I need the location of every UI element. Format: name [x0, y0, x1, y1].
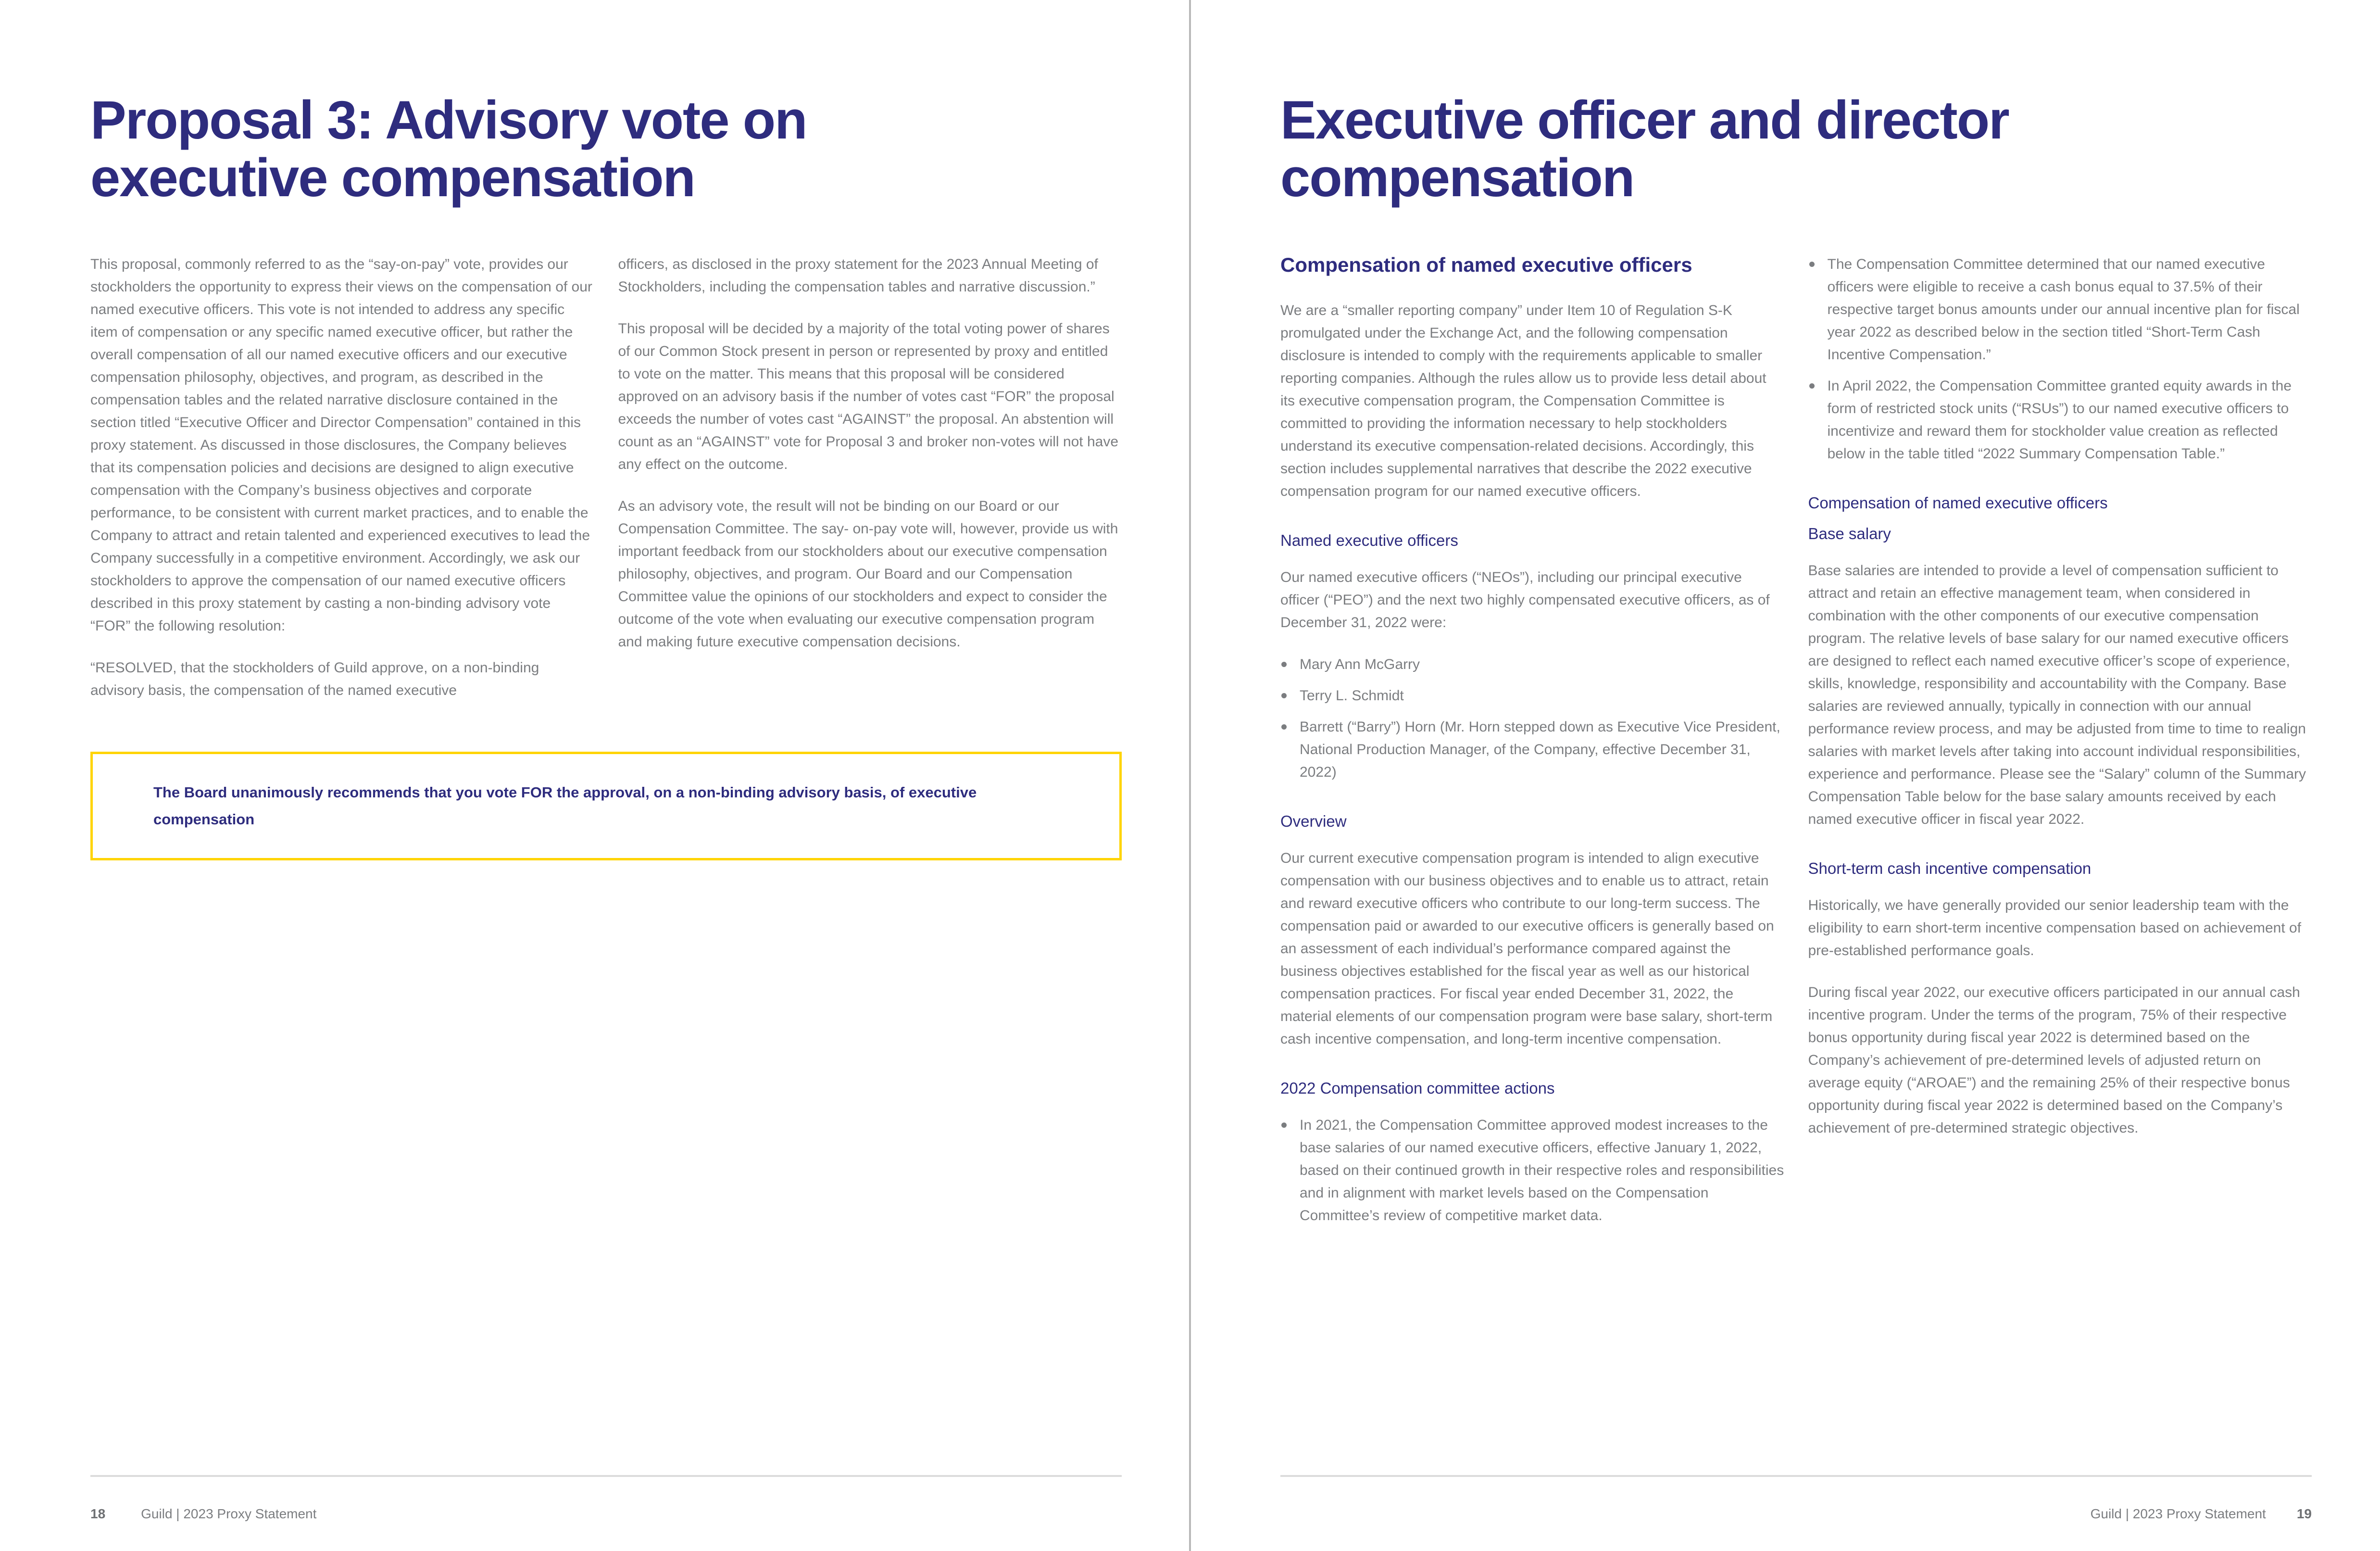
footer-brand: Guild | 2023 Proxy Statement	[141, 1506, 317, 1521]
body-paragraph: We are a “smaller reporting company” under Item 10 of Regulation S-K promulgated under the Exchange Act, and the following compensation disclosure is intended to comply with the requirements applicable to smaller reporting companies. Although the rules allow us to provide less detail about its executive compensation program, the Compensation Committee is committed to providing the information necessary to help stockholders understand its executive compensation-related decisions. Accordingly, this section includes supplemental narratives that describe the 2022 executive compensation program for our named executive officers.	[1280, 303, 1766, 500]
page-number: 18	[90, 1506, 106, 1521]
committee-actions-list	[1280, 1114, 1784, 1227]
page-footer	[90, 1475, 1122, 1551]
bullet-dot	[1808, 375, 1828, 465]
neo-name: Terry L. Schmidt	[1300, 688, 1404, 704]
committee-actions-list-continued	[1808, 253, 2312, 465]
committee-action-text: In 2021, the Compensation Committee approved modest increases to the base salaries of our named executive officers, effective January 1, 2022, based on their continued growth in their respective roles and responsibilities and in alignment with market levels based on the Compensation Committee’s review of competitive market data.	[1300, 1117, 1784, 1224]
page-title-line: Executive officer and director	[1280, 90, 2009, 150]
list-item	[1280, 653, 1784, 676]
left-column	[90, 253, 594, 721]
two-column-body	[90, 253, 1122, 721]
bullet-dot	[1280, 1114, 1300, 1227]
list-item	[1280, 684, 1784, 707]
body-paragraph: This proposal will be decided by a majority of the total voting power of shares of our Common Stock present in person or represented by proxy and entitled to vote on the matter. This means that this proposal will be considered approved on an advisory basis if the number of votes cast “FOR” the proposal exceeds the number of votes cast “AGAINST” the proposal. An abstention will count as an “AGAINST” vote for Proposal 3 and broker non-votes will not have any effect on the outcome.	[618, 320, 1119, 472]
right-column	[618, 253, 1122, 721]
subhead-base-salary: Base salary	[1808, 524, 1891, 542]
body-paragraph: officers, as disclosed in the proxy statement for the 2023 Annual Meeting of Stockholders, including the compensation tables and narrative discussion.”	[618, 256, 1098, 295]
right-column	[1808, 253, 2312, 1246]
page-title-proposal-3	[90, 91, 1122, 207]
page-number: 19	[2296, 1506, 2312, 1521]
board-recommendation-text: The Board unanimously recommends that you vote FOR the approval, on a non-binding advisory basis, of executive compensation	[153, 783, 977, 828]
board-recommendation-callout	[90, 752, 1122, 860]
body-paragraph: Our current executive compensation program is intended to align executive compensation with our business objectives and to enable us to attract, retain and reward executive officers who contribute to our long-term success. The compensation paid or awarded to our executive officers is generally based on an assessment of each individual’s performance compared against the business objectives established for the fiscal year as well as our historical compensation practices. For fiscal year ended December 31, 2022, the material elements of our compensation program were base salary, short-term cash incentive compensation, and long-term incentive compensation.	[1280, 850, 1774, 1047]
subhead-overview: Overview	[1280, 812, 1347, 831]
body-paragraph: Our named executive officers (“NEOs”), including our principal executive officer (“PEO”) and the next two highly compensated executive officers, as of December 31, 2022 were:	[1280, 569, 1770, 631]
page-title-executive-compensation	[1280, 91, 2312, 207]
bullet-dot	[1280, 653, 1300, 676]
neo-name: Mary Ann McGarry	[1300, 656, 1420, 673]
section-header-compensation-neos: Compensation of named executive officers	[1280, 253, 1692, 276]
bullet-dot	[1280, 716, 1300, 783]
body-paragraph: Historically, we have generally provided our senior leadership team with the eligibility to earn short-term incentive compensation based on achievement of pre-established performance goals.	[1808, 897, 2302, 958]
body-paragraph: “RESOLVED, that the stockholders of Guild approve, on a non-binding advisory basis, the compensation of the named executive	[90, 659, 539, 698]
subhead-2022-committee-actions: 2022 Compensation committee actions	[1280, 1079, 1555, 1097]
list-item	[1808, 375, 2312, 465]
two-column-body	[1280, 253, 2312, 1246]
body-paragraph: This proposal, commonly referred to as the “say-on-pay” vote, provides our stockholders the opportunity to express their views on the compensation of our named executive officers. This vote is not intended to address any specific item of compensation or any specific named executive officer, but rather the overall compensation of all our named executive officers and our executive compensation philosophy, objectives, and program, as described in the compensation tables and the related narrative disclosure contained in the section titled “Executive Officer and Director Compensation” contained in this proxy statement. As discussed in those disclosures, the Company believes that its compensation policies and decisions are designed to align executive compensation with the Company’s business objectives and corporate performance, to be consistent with current market practices, and to enable the Company to attract and retain talented and experienced executives to lead the Company successfully in a competitive environment. Accordingly, we ask our stockholders to approve the compensation of our named executive officers described in this proxy statement by casting a non-binding advisory vote “FOR” the following resolution:	[90, 256, 592, 634]
bullet-dot	[1280, 684, 1300, 707]
left-column	[1280, 253, 1784, 1246]
list-item	[1808, 253, 2312, 366]
page-title-line: Proposal 3: Advisory vote on	[90, 90, 807, 150]
list-item	[1280, 716, 1784, 783]
committee-action-text: The Compensation Committee determined that our named executive officers were eligible to receive a cash bonus equal to 37.5% of their respective target bonus amounts under our annual incentive plan for fiscal year 2022 as described below in the section titled “Short-Term Cash Incentive Compensation.”	[1827, 256, 2300, 363]
body-paragraph: During fiscal year 2022, our executive officers participated in our annual cash incentive program. Under the terms of the program, 75% of their respective bonus opportunity during fiscal year 2022 is determined based on the Company’s achievement of pre-determined levels of adjusted return on average equity (“AROAE”) and the remaining 25% of their respective bonus opportunity during fiscal year 2022 is determined based on the Company’s achievement of pre-determined strategic objectives.	[1808, 984, 2300, 1136]
body-paragraph: Base salaries are intended to provide a level of compensation sufficient to attract and retain an effective management team, when considered in combination with the other components of our executive compensation program. The relative levels of base salary for our named executive officers are designed to reflect each named executive officer’s scope of experience, skills, knowledge, responsibility and accountability with the Company. Base salaries are reviewed annually, typically in connection with our annual performance review process, and may be adjusted from time to time to realign salaries with market levels after taking into account individual responsibilities, experience and performance. Please see the “Salary” column of the Summary Compensation Table below for the base salary amounts received by each named executive officer in fiscal year 2022.	[1808, 562, 2306, 827]
bullet-dot	[1808, 253, 1828, 366]
neo-name: Barrett (“Barry”) Horn (Mr. Horn stepped down as Executive Vice President, National Production Manager, of the Company, effective December 31, 2022)	[1300, 719, 1780, 781]
list-item	[1280, 1114, 1784, 1227]
page-gutter-divider	[1189, 0, 1191, 1551]
subhead-compensation-neos: Compensation of named executive officers	[1808, 493, 2108, 512]
subhead-named-executive-officers: Named executive officers	[1280, 531, 1458, 550]
neo-list	[1280, 653, 1784, 783]
committee-action-text: In April 2022, the Compensation Committee granted equity awards in the form of restricted stock units (“RSUs”) to our named executive officers to incentivize and reward them for stockholder value creation as reflected below in the table titled “2022 Summary Compensation Table.”	[1827, 378, 2292, 462]
footer-brand: Guild | 2023 Proxy Statement	[2090, 1506, 2266, 1521]
body-paragraph: As an advisory vote, the result will not be binding on our Board or our Compensation Committee. The say- on-pay vote will, however, provide us with important feedback from our stockholders about our executive compensation philosophy, objectives, and program. Our Board and our Compensation Committee value the opinions of our stockholders and expect to consider the outcome of the vote when evaluating our executive compensation program and making future executive compensation decisions.	[618, 498, 1118, 650]
page-title-line: executive compensation	[90, 147, 695, 208]
page-19	[1190, 0, 2380, 1551]
page-title-line: compensation	[1280, 147, 1634, 208]
subhead-short-term-cash-incentive: Short-term cash incentive compensation	[1808, 859, 2092, 877]
page-footer	[1280, 1475, 2312, 1551]
